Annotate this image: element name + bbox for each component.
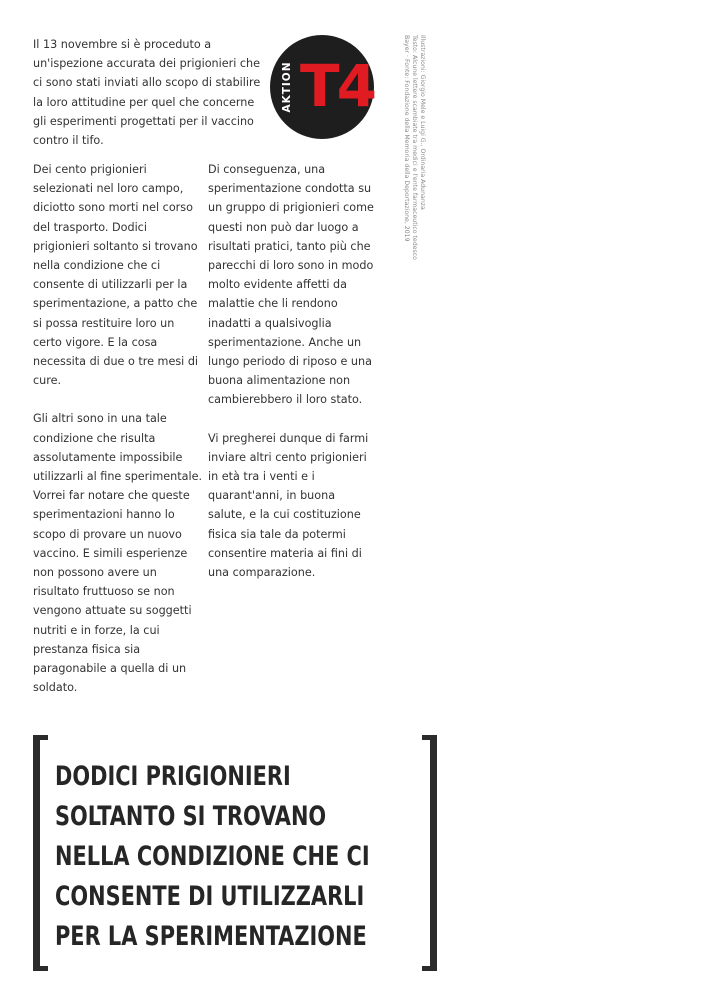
logo-t4-text: T4 [300,52,374,120]
quote-line-4: CONSENTE DI UTILIZZARLI [55,881,365,912]
right-bracket [422,735,437,971]
left-column [33,160,203,716]
credit-vertical-text [402,35,426,265]
quote-line-5: PER LA SPERIMENTAZIONE [55,921,367,952]
left-paragraph-1: Dei cento prigionieri selezionati nel loro campo, diciotto sono morti nel corso del trasporto. Dodici prigionieri soltanto si trovano nella condizione che ci consente di utilizzarli per la sperimentazione, a patto che si possa restituire loro un certo vigore. E la cosa necessita di due o tre mesi di cure. [33,163,199,388]
quote-line-2: SOLTANTO SI TROVANO [55,801,327,832]
left-bracket [33,735,48,971]
logo-aktion-text: AKTION [281,61,293,113]
credit-line-2: Testo: Alcune lettere scambiate tra medici e l'ente farmaceutico tedesco [411,35,418,260]
intro-paragraph: Il 13 novembre si è proceduto a un'ispezione accurata dei prigionieri che ci sono stati inviati allo scopo di stabilire la loro attitudine per quel che concerne gli esperimenti progettati per il vaccino contro il tifo. [33,38,261,148]
quote-line-1: DODICI PRIGIONIERI [55,761,291,792]
credit-line-1: Illustrazioni: Giorgio Mele e Luigi G., Ordinaria Adunanza [419,35,426,210]
pull-quote [33,735,437,971]
right-column [208,160,376,601]
right-paragraph-2: Vi pregherei dunque di farmi inviare altri cento prigionieri in età tra i venti e i quarant'anni, in buona salute, e la cui costituzione fisica sia tale da potermi consentire materia ai fini di una comparazione. [208,431,369,580]
aktion-t4-logo [270,35,374,139]
right-paragraph-1: Di conseguenza, una sperimentazione condotta su un gruppo di prigionieri come questi non può dar luogo a risultati pratici, tanto più che parecchi di loro sono in modo molto evidente affetti da malattie che li rendono inadatti a qualsivoglia sperimentazione. Anche un lungo periodo di riposo e una buona alimentazione non cambierebbero il loro stato. [208,163,374,407]
quote-line-3: NELLA CONDIZIONE CHE CI [55,841,370,872]
pull-quote-text [55,757,375,957]
credit-line-3: Bayer · Fonte: Fondazione della Memoria della Deportazione, 2019 [403,35,410,242]
left-paragraph-2: Gli altri sono in una tale condizione che risulta assolutamente impossibile utilizzarli al fine sperimentale. Vorrei far notare che queste sperimentazioni hanno lo scopo di provare un nuovo vaccino. E simili esperienze non possono avere un risultato fruttuoso se non vengono attuate su soggetti nutriti e in forze, la cui prestanza fisica sia paragonabile a quella di un soldato. [33,412,203,695]
